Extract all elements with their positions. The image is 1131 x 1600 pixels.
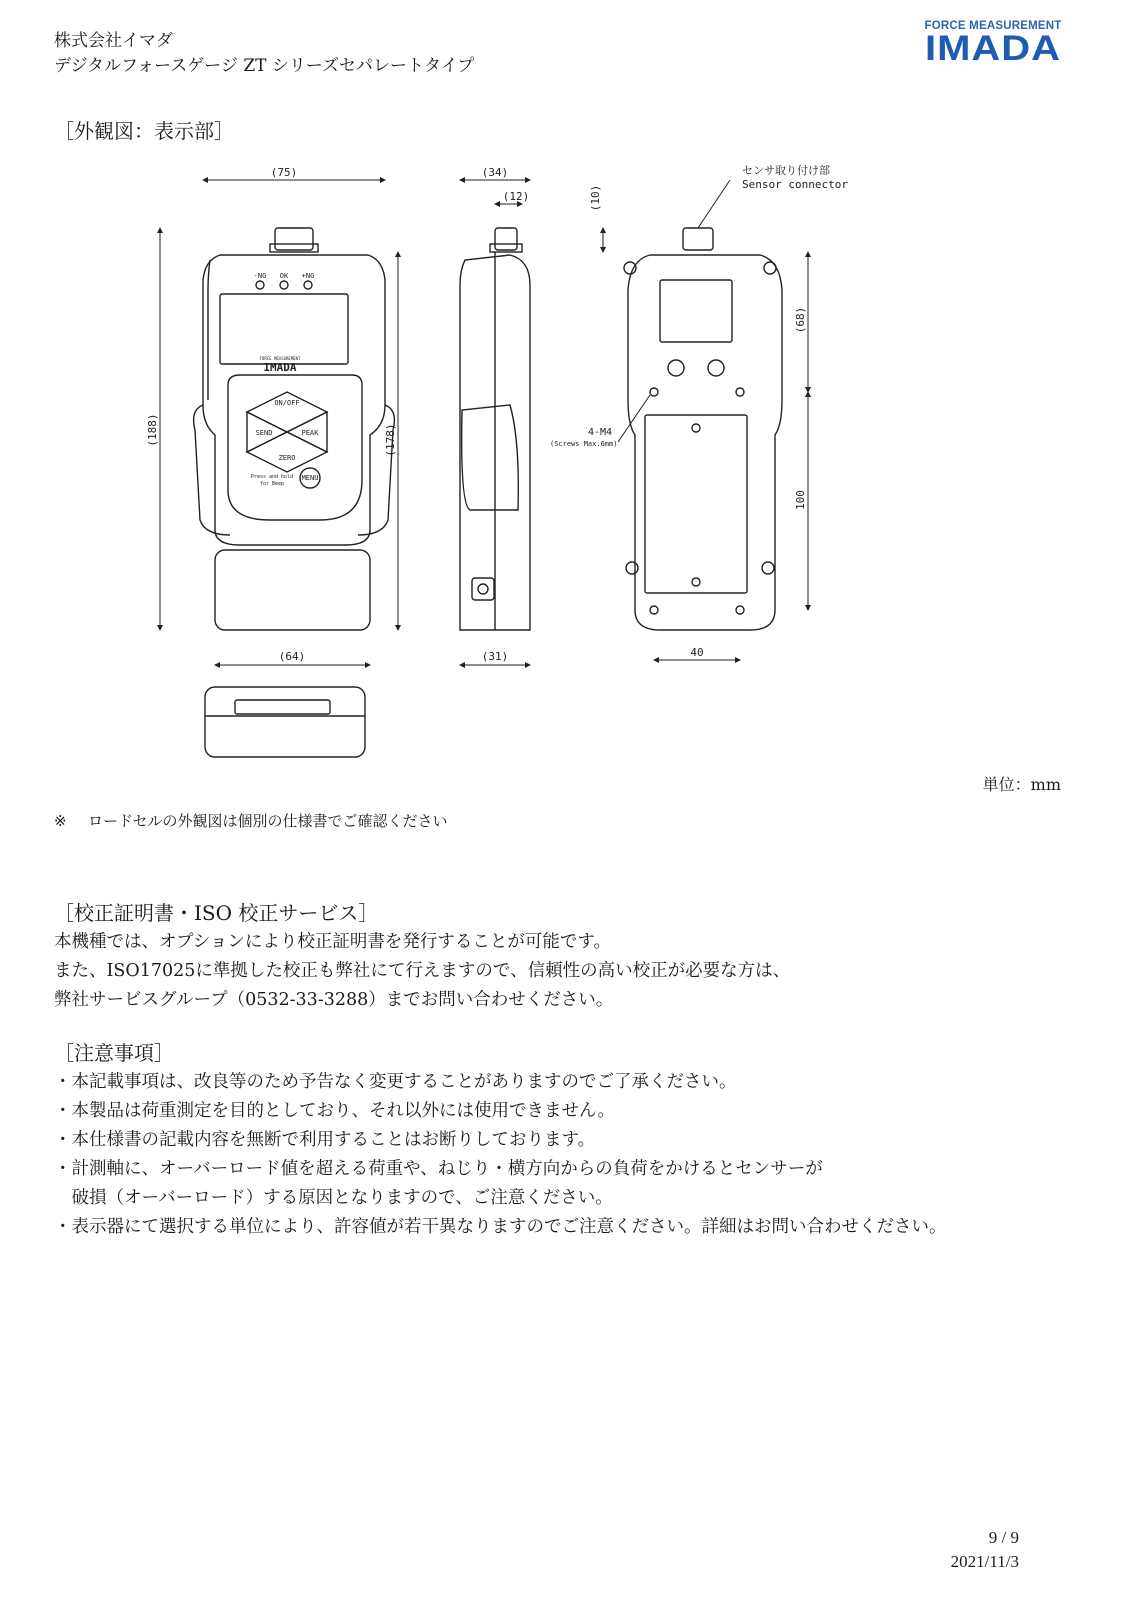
calibration-line: また、ISO17025に準拠した校正も弊社にて行えますので、信頼性の高い校正が必要な方は、	[54, 961, 791, 981]
btn-send: SEND	[255, 429, 273, 437]
page-number: 9 / 9	[988, 1528, 1019, 1547]
sensor-label-jp: センサ取り付け部	[742, 164, 830, 177]
menu-hint-2: for Beep	[259, 481, 285, 487]
led-ok: OK	[279, 272, 289, 280]
exterior-drawing	[140, 160, 920, 800]
dim-back-mount: 100	[794, 490, 807, 510]
front-view	[194, 228, 395, 630]
caution-item: ・表示器にて選択する単位により、許容値が若干異なりますのでご注意ください。詳細はお問い合わせください。	[54, 1217, 947, 1237]
unit-label: 単位：mm	[982, 775, 1061, 794]
btn-onoff: ON/OFF	[274, 399, 300, 407]
led-ng-plus: +NG	[301, 272, 315, 280]
sensor-label-en: Sensor connector	[742, 178, 848, 191]
back-view	[624, 228, 782, 630]
screw-label: 4-M4	[588, 427, 613, 438]
drawing-note	[54, 810, 448, 831]
imada-logo	[918, 20, 1068, 70]
dim-side-bottom: (31)	[481, 650, 509, 663]
dim-back-width: 40	[690, 646, 704, 659]
caution-heading: ［注意事項］	[54, 1041, 174, 1065]
caution-item: ・計測軸に、オーバーロード値を超える荷重や、ねじり・横方向からの負荷をかけるとセンサーが	[54, 1159, 823, 1179]
note-text: ロードセルの外観図は個別の仕様書でご確認ください	[88, 812, 448, 830]
product-title: デジタルフォースゲージ ZT シリーズセパレートタイプ	[54, 56, 475, 76]
dim-front-bottom-width: (64)	[278, 650, 306, 663]
btn-peak: PEAK	[301, 429, 319, 437]
note-mark: ※	[54, 812, 67, 830]
logo-tagline: FORCE MEASUREMENT	[924, 20, 1062, 32]
caution-item: ・本製品は荷重測定を目的としており、それ以外には使用できません。	[54, 1101, 616, 1121]
caution-item: ・本記載事項は、改良等のため予告なく変更することがありますのでご了承ください。	[54, 1072, 737, 1092]
dim-back-upper: (68)	[794, 306, 807, 334]
dim-front-height-2: (178)	[384, 423, 397, 457]
device-brand: IMADA	[263, 361, 297, 374]
dim-side-depth: (34)	[481, 166, 509, 179]
calibration-heading: ［校正証明書・ISO 校正サービス］	[54, 901, 379, 925]
menu-hint-1: Press and hold	[250, 474, 294, 480]
dim-side-top: (12)	[502, 190, 530, 203]
calibration-text	[54, 928, 790, 1015]
bottom-view	[205, 687, 365, 757]
led-ng-minus: -NG	[253, 272, 267, 280]
document-date: 2021/11/3	[950, 1552, 1019, 1571]
side-view	[460, 228, 530, 630]
btn-menu: MENU	[301, 474, 319, 482]
exterior-heading: ［外観図：表示部］	[54, 119, 234, 143]
dim-front-height: (188)	[146, 413, 159, 447]
calibration-line: 本機種では、オプションにより校正証明書を発行することが可能です。	[54, 932, 612, 952]
dim-front-width: (75)	[270, 166, 298, 179]
device-tag: FORCE MEASUREMENT	[259, 356, 301, 361]
caution-item: ・本仕様書の記載内容を無断で利用することはお断りしております。	[54, 1130, 596, 1150]
screw-note: (Screws Max.6mm)	[550, 440, 618, 448]
company-name: 株式会社イマダ	[54, 31, 173, 51]
btn-zero: ZERO	[278, 454, 296, 462]
calibration-line: 弊社サービスグループ（0532-33-3288）までお問い合わせください。	[54, 990, 614, 1010]
dim-back-top: (10)	[589, 184, 602, 212]
caution-list	[54, 1068, 947, 1242]
caution-item: 破損（オーバーロード）する原因となりますので、ご注意ください。	[54, 1188, 613, 1208]
logo-brand: IMADA	[924, 29, 1062, 68]
